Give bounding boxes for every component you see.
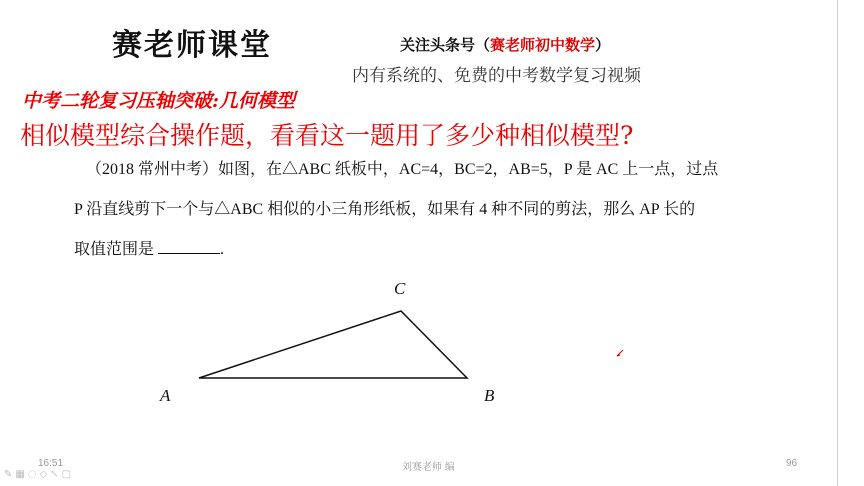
footer-time: 16:51 — [38, 458, 64, 469]
pointer-icon[interactable]: ↖ — [50, 469, 62, 480]
series-title: 中考二轮复习压轴突破:几何模型 — [22, 90, 296, 112]
brand-title: 赛老师课堂 — [112, 28, 272, 63]
question-line-3-text: 取值范围是 — [74, 241, 155, 258]
label-c: C — [394, 279, 406, 298]
question-period: . — [220, 241, 225, 258]
question-line-1: （2018 常州中考）如图，在△ABC 纸板中，AC=4，BC=2，AB=5，P 是 AC 上一点，过点 — [86, 161, 719, 178]
label-a: A — [160, 386, 171, 405]
follow-account: 赛老师初中数学 — [490, 36, 596, 54]
follow-prefix: 关注头条号（ — [400, 36, 491, 54]
slideshow-toolbar — [4, 469, 74, 480]
headline: 相似模型综合操作题，看看这一题用了多少种相似模型? — [20, 121, 634, 150]
question-line-2: P 沿直线剪下一个与△ABC 相似的小三角形纸板，如果有 4 种不同的剪法，那么 AP 长的 — [74, 201, 696, 218]
label-b: B — [484, 386, 495, 405]
eraser-icon[interactable]: ◌ — [27, 469, 40, 480]
pen-cursor-icon — [617, 350, 623, 356]
chat-icon[interactable]: ▢ — [61, 469, 75, 480]
divider — [837, 0, 838, 486]
footer-page: 96 — [786, 458, 798, 469]
grid-icon[interactable]: ▦ — [15, 469, 28, 480]
footer-author: 刘赛老师 编 — [402, 462, 455, 473]
subtitle: 内有系统的、免费的中考数学复习视频 — [352, 66, 641, 86]
triangle-abc — [199, 311, 467, 378]
pen-icon[interactable]: ✎ — [4, 469, 16, 480]
highlighter-icon[interactable]: ◇ — [39, 469, 51, 480]
follow-suffix: ） — [595, 36, 611, 54]
